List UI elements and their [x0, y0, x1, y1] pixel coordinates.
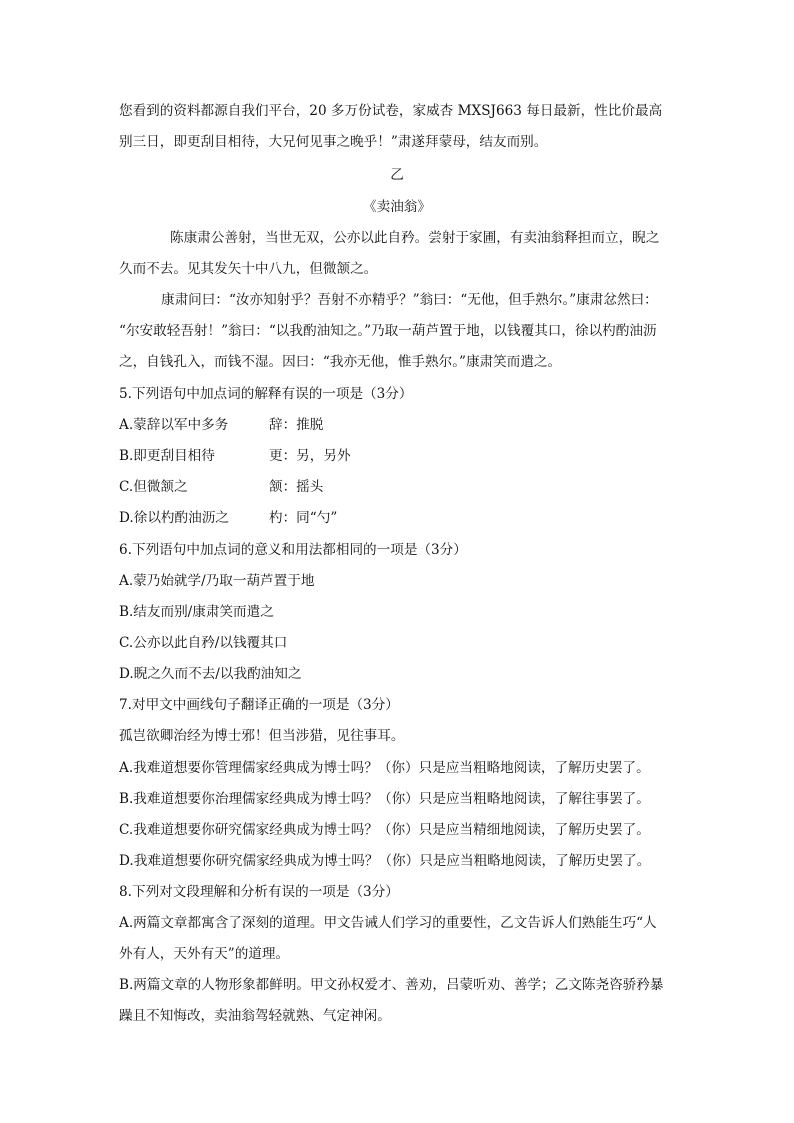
option-label: A.蒙辞以军中多务	[119, 417, 229, 433]
question-5-option-a[interactable]	[119, 416, 679, 434]
option-gloss: 更：另，另外	[269, 448, 351, 464]
question-5-option-b[interactable]	[119, 447, 679, 465]
question-5-stem: 5.下列语句中加点词的解释有误的一项是（3分）	[119, 386, 413, 402]
question-6-stem: 6.下列语句中加点词的意义和用法都相同的一项是（3分）	[119, 542, 467, 558]
question-5-option-c[interactable]	[119, 478, 679, 496]
question-7-sentence: 孤岂欲卿治经为博士邪！但当涉猎，见往事耳。	[119, 728, 405, 744]
question-8-option-a-line-1[interactable]: A.两篇文章都寓含了深刻的道理。甲文告诫人们学习的重要性，乙文告诉人们熟能生巧“人	[119, 915, 657, 931]
question-6-option-d[interactable]: D.睨之久而不去/以我酌油知之	[119, 666, 302, 682]
question-6-option-a[interactable]: A.蒙乃始就学/乃取一葫芦置于地	[119, 573, 315, 589]
option-label: B.即更刮目相待	[119, 448, 215, 464]
question-6-option-c[interactable]: C.公亦以此自矜/以钱覆其口	[119, 635, 288, 651]
passage-paragraph-2-line-3: 之，自钱孔入，而钱不湿。因曰：“我亦无他，惟手熟尔。”康肃笑而遣之。	[119, 354, 562, 370]
passage-paragraph-1-line-2: 久而不去。见其发矢十中八九，但微颔之。	[119, 261, 378, 277]
question-7-option-b[interactable]: B.我难道想要你治理儒家经典成为博士吗？（你）只是应当粗略地阅读，了解往事罢了。	[119, 791, 650, 807]
option-gloss: 颔：摇头	[269, 479, 324, 495]
option-gloss: 辞：推脱	[269, 417, 324, 433]
question-6-option-b[interactable]: B.结友而别/康肃笑而遣之	[119, 604, 274, 620]
passage-jia-ending-line: 别三日，即更刮目相待，大兄何见事之晚乎！”肃遂拜蒙母，结友而别。	[119, 134, 548, 150]
question-8-stem: 8.下列对文段理解和分析有误的一项是（3分）	[119, 884, 399, 900]
passage-paragraph-2-line-2: “尔安敢轻吾射！”翁曰：“以我酌油知之。”乃取一葫芦置于地，以钱覆其口，徐以杓酌油沥	[119, 323, 657, 339]
question-7-stem: 7.对甲文中画线句子翻译正确的一项是（3分）	[119, 697, 399, 713]
option-gloss: 杓：同“勺”	[269, 510, 338, 526]
platform-header-line: 您看到的资料都源自我们平台，20 多万份试卷，家威杏 MXSJ663 每日最新，性比价最高	[119, 103, 663, 119]
passage-paragraph-2-line-1: 康肃问曰：“汝亦知射乎？吾射不亦精乎？”翁曰：“无他，但手熟尔。”康肃忿然曰：	[161, 292, 658, 308]
option-label: C.但微颔之	[119, 479, 188, 495]
question-7-option-a[interactable]: A.我难道想要你管理儒家经典成为博士吗？（你）只是应当粗略地阅读，了解历史罢了。	[119, 760, 650, 776]
question-7-option-d[interactable]: D.我难道想要你研究儒家经典成为博士吗？（你）只是应当粗略地阅读，了解历史罢了。	[119, 853, 651, 869]
option-label: D.徐以杓酌油沥之	[119, 510, 229, 526]
question-8-option-b-line-2[interactable]: 躁且不知悔改，卖油翁驾轻就熟、气定神闲。	[119, 1008, 391, 1024]
question-7-option-c[interactable]: C.我难道想要你研究儒家经典成为博士吗？（你）只是应当精细地阅读，了解历史罢了。	[119, 822, 650, 838]
question-5-option-d[interactable]	[119, 509, 679, 527]
question-8-option-a-line-2[interactable]: 外有人，天外有天”的道理。	[119, 946, 290, 962]
section-mark-yi: 乙	[390, 167, 404, 183]
passage-paragraph-1-line-1: 陈康肃公善射，当世无双，公亦以此自矜。尝射于家圃，有卖油翁释担而立，睨之	[170, 230, 660, 246]
passage-title: 《卖油翁》	[363, 199, 431, 215]
question-8-option-b-line-1[interactable]: B.两篇文章的人物形象都鲜明。甲文孙权爱才、善劝，吕蒙听劝、善学；乙文陈尧咨骄矜暴	[119, 977, 664, 993]
